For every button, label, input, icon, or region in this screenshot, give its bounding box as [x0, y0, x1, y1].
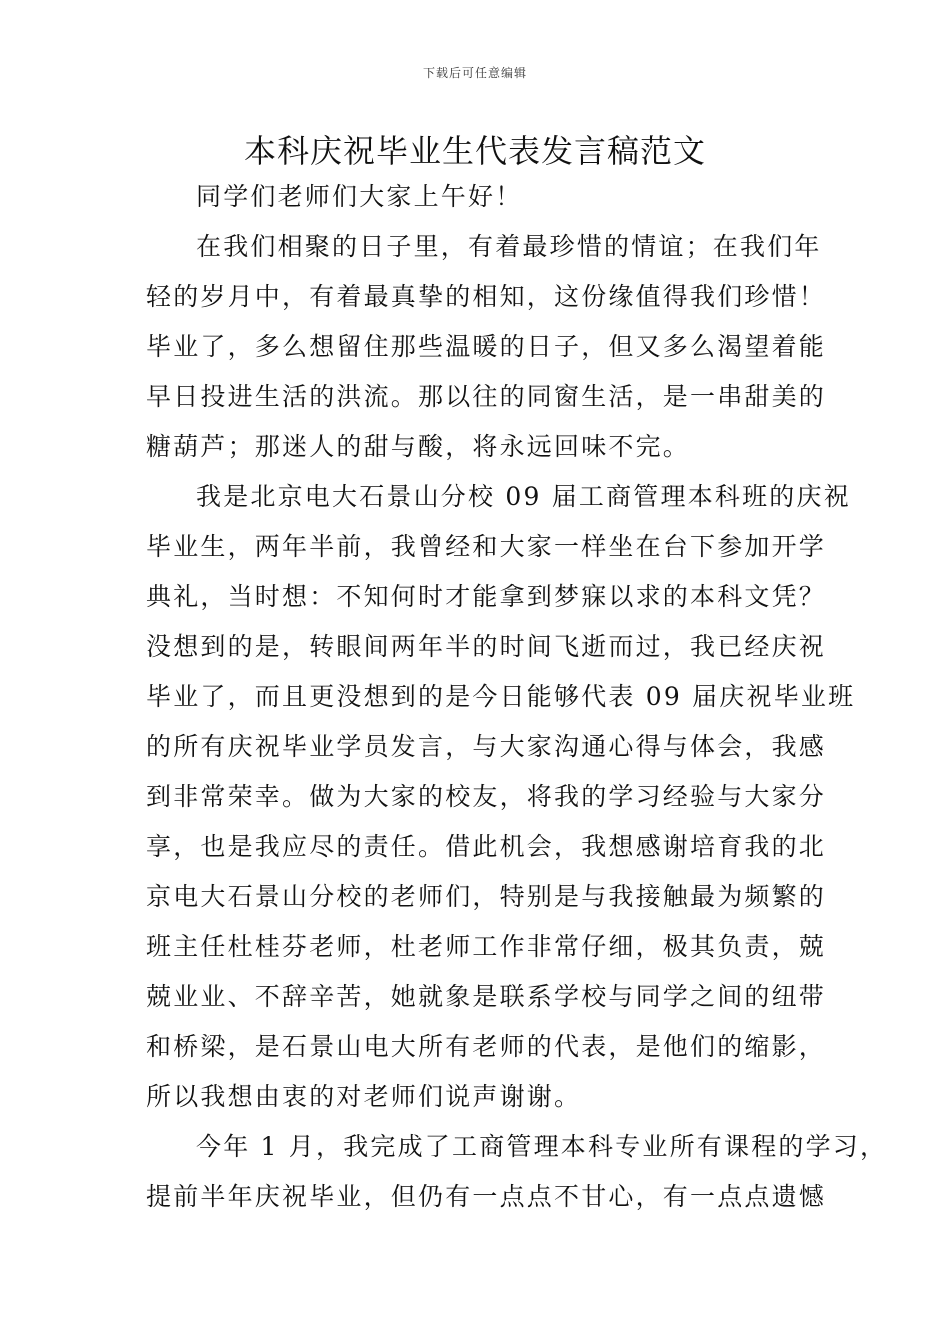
document-title: 本科庆祝毕业生代表发言稿范文 — [243, 132, 706, 170]
body-line: 毕业了，而且更没想到的是今日能够代表 09 届庆祝毕业班 — [146, 682, 856, 711]
greeting-line: 同学们老师们大家上午好！ — [196, 182, 523, 211]
body-line: 和桥梁，是石景山电大所有老师的代表，是他们的缩影， — [146, 1032, 827, 1061]
body-line: 我是北京电大石景山分校 09 届工商管理本科班的庆祝 — [196, 482, 851, 511]
body-line: 今年 1 月，我完成了工商管理本科专业所有课程的学习， — [196, 1132, 888, 1161]
body-line: 班主任杜桂芬老师，杜老师工作非常仔细，极其负责，兢 — [146, 932, 827, 961]
body-line: 到非常荣幸。做为大家的校友，将我的学习经验与大家分 — [146, 782, 827, 811]
body-line: 提前半年庆祝毕业，但仍有一点点不甘心，有一点点遗憾 — [146, 1182, 827, 1211]
body-line: 在我们相聚的日子里，有着最珍惜的情谊；在我们年 — [196, 232, 822, 261]
page-header-note: 下载后可任意编辑 — [422, 66, 527, 80]
body-line: 享，也是我应尽的责任。借此机会，我想感谢培育我的北 — [146, 832, 827, 861]
body-line: 所以我想由衷的对老师们说声谢谢。 — [146, 1082, 582, 1111]
body-line: 兢业业、不辞辛苦，她就象是联系学校与同学之间的纽带 — [146, 982, 827, 1011]
body-line: 毕业了，多么想留住那些温暖的日子，但又多么渴望着能 — [146, 332, 827, 361]
body-line: 没想到的是，转眼间两年半的时间飞逝而过，我已经庆祝 — [146, 632, 827, 661]
body-line: 早日投进生活的洪流。那以往的同窗生活，是一串甜美的 — [146, 382, 827, 411]
body-line: 典礼，当时想：不知何时才能拿到梦寐以求的本科文凭？ — [146, 582, 827, 611]
body-line: 的所有庆祝毕业学员发言，与大家沟通心得与体会，我感 — [146, 732, 827, 761]
body-line: 糖葫芦；那迷人的甜与酸，将永远回味不完。 — [146, 432, 691, 461]
body-line: 毕业生，两年半前，我曾经和大家一样坐在台下参加开学 — [146, 532, 827, 561]
body-line: 京电大石景山分校的老师们，特别是与我接触最为频繁的 — [146, 882, 827, 911]
body-line: 轻的岁月中，有着最真挚的相知，这份缘值得我们珍惜！ — [146, 282, 827, 311]
